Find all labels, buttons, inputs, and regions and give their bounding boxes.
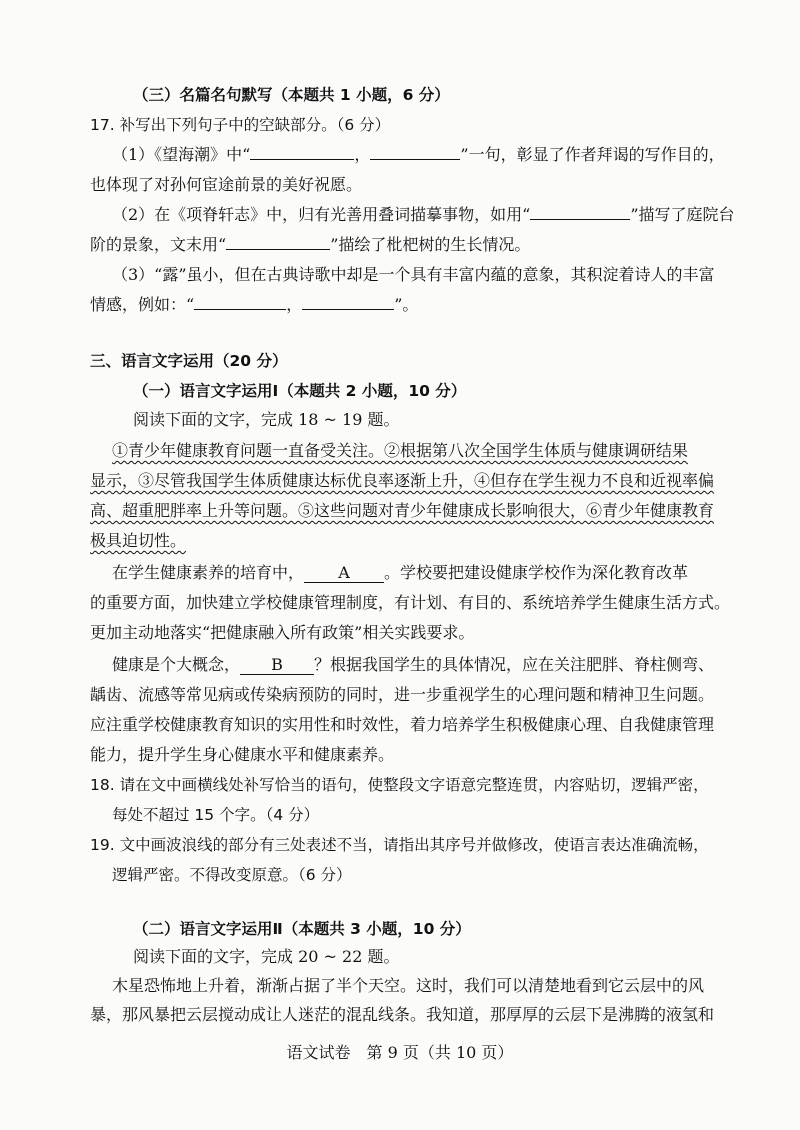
q17-blank-2[interactable] (370, 144, 460, 160)
passage-p3-line-2: 龋齿、流感等常见病或传染病预防的同时，进一步重视学生的心理问题和精神卫生问题。 (90, 685, 715, 704)
q19-line-2: 逻辑严密。不得改变原意。（6 分） (112, 866, 352, 884)
q17-p2-text-d: ”描绘了枇杷树的生长情况。 (330, 235, 531, 254)
passage-p2-line-2: 的重要方面，加快建立学校健康管理制度，有计划、有目的、系统培养学生健康生活方式。 (90, 593, 731, 612)
sub2-heading: （二）语言文字运用Ⅱ（本题共 3 小题，10 分） (133, 920, 471, 938)
q17-blank-3[interactable] (530, 204, 630, 220)
q17-p3-text-b: 情感，例如：“ (90, 295, 195, 314)
q17-prompt: 17. 补写出下列句子中的空缺部分。（6 分） (90, 116, 391, 134)
blank-b[interactable]: B (240, 656, 314, 675)
passage-p2-text-b: 。学校要把建设健康学校作为深化教育改革 (384, 563, 689, 582)
q19-line-1: 19. 文中画波浪线的部分有三处表述不当，请指出其序号并做修改，使语言表达准确流畅， (90, 836, 709, 854)
section-3-heading: （三）名篇名句默写（本题共 1 小题，6 分） (133, 86, 450, 104)
passage-p2-line-1 (112, 562, 688, 584)
q17-part2-line-2 (90, 234, 530, 256)
blank-a[interactable]: A (304, 564, 384, 583)
q17-blank-6[interactable] (302, 294, 394, 310)
q17-p1-comma: ， (354, 145, 371, 164)
passage-p3-text-b: ？根据我国学生的具体情况，应在关注肥胖、脊柱侧弯、 (314, 655, 715, 674)
q17-p2-text-b: ”描写了庭院台 (630, 205, 735, 224)
wavy-line-3: 高、超重肥胖率上升等问题。⑤这些问题对青少年健康成长影响很大，⑥青少年健康教育 (90, 501, 715, 520)
q17-p3-text-c: ”。 (394, 295, 419, 314)
q17-p2-text-a: （2）在《项脊轩志》中，归有光善用叠词描摹事物，如用“ (112, 205, 531, 224)
passage-p3-line-3: 应注重学校健康教育知识的实用性和时效性，着力培养学生积极健康心理、自我健康管理 (90, 715, 715, 734)
q17-blank-1[interactable] (250, 144, 354, 160)
wavy-line-4: 极具迫切性。 (90, 531, 187, 550)
q18-line-2: 每处不超过 15 个字。（4 分） (112, 806, 320, 824)
part-3-heading: 三、语言文字运用（20 分） (90, 352, 288, 370)
passage-p2-line-3: 更加主动地落实“把健康融入所有政策”相关实践要求。 (90, 623, 475, 642)
q17-blank-5[interactable] (194, 294, 286, 310)
passage-p2-text-a: 在学生健康素养的培育中， (112, 563, 305, 582)
passage-p3-text-a: 健康是个大概念， (112, 655, 241, 674)
sub1-instruction: 阅读下面的文字，完成 18 ~ 19 题。 (133, 410, 400, 429)
q18-line-1: 18. 请在文中画横线处补写恰当的语句，使整段文字语意完整连贯，内容贴切，逻辑严密， (90, 776, 709, 794)
q17-part3-line: （3）“露”虽小，但在古典诗歌中却是一个具有丰富内蕴的意象，其积淀着诗人的丰富 (112, 265, 715, 284)
q17-p2-text-c: 阶的景象，文末用“ (90, 235, 227, 254)
q17-p3-comma: ， (286, 295, 303, 314)
q17-part1-line-2: 也体现了对孙何宦途前景的美好祝愿。 (90, 175, 363, 194)
q17-part2-line (112, 204, 735, 226)
sub2-passage-line-2: 暴，那风暴把云层搅动成让人迷茫的混乱线条。我知道，那厚厚的云层下是沸腾的液氢和 (90, 1005, 715, 1024)
sub2-passage-line-1: 木星恐怖地上升着，渐渐占据了半个天空。这时，我们可以清楚地看到它云层中的风 (112, 976, 705, 995)
sub2-instruction: 阅读下面的文字，完成 20 ~ 22 题。 (133, 947, 400, 966)
q17-p1-text-b: ”一句，彰显了作者拜谒的写作目的， (460, 145, 725, 164)
q17-p1-text-a: （1）《望海潮》中“ (112, 145, 251, 164)
passage-p3-line-4: 能力，提升学生身心健康水平和健康素养。 (90, 745, 395, 764)
q17-blank-4[interactable] (226, 234, 330, 250)
passage-p3-line-1 (112, 654, 714, 676)
q17-part1-line (112, 144, 725, 166)
wavy-line-2: 显示，③尽管我国学生体质健康达标优良率逐渐上升，④但存在学生视力不良和近视率偏 (90, 471, 715, 490)
q17-part3-line-2 (90, 294, 418, 316)
page-footer: 语文试卷 第 9 页（共 10 页） (286, 1043, 514, 1062)
sub1-heading: （一）语言文字运用Ⅰ（本题共 2 小题，10 分） (133, 382, 467, 400)
wavy-line-1: ①青少年健康教育问题一直备受关注。②根据第八次全国学生体质与健康调研结果 (112, 441, 689, 460)
